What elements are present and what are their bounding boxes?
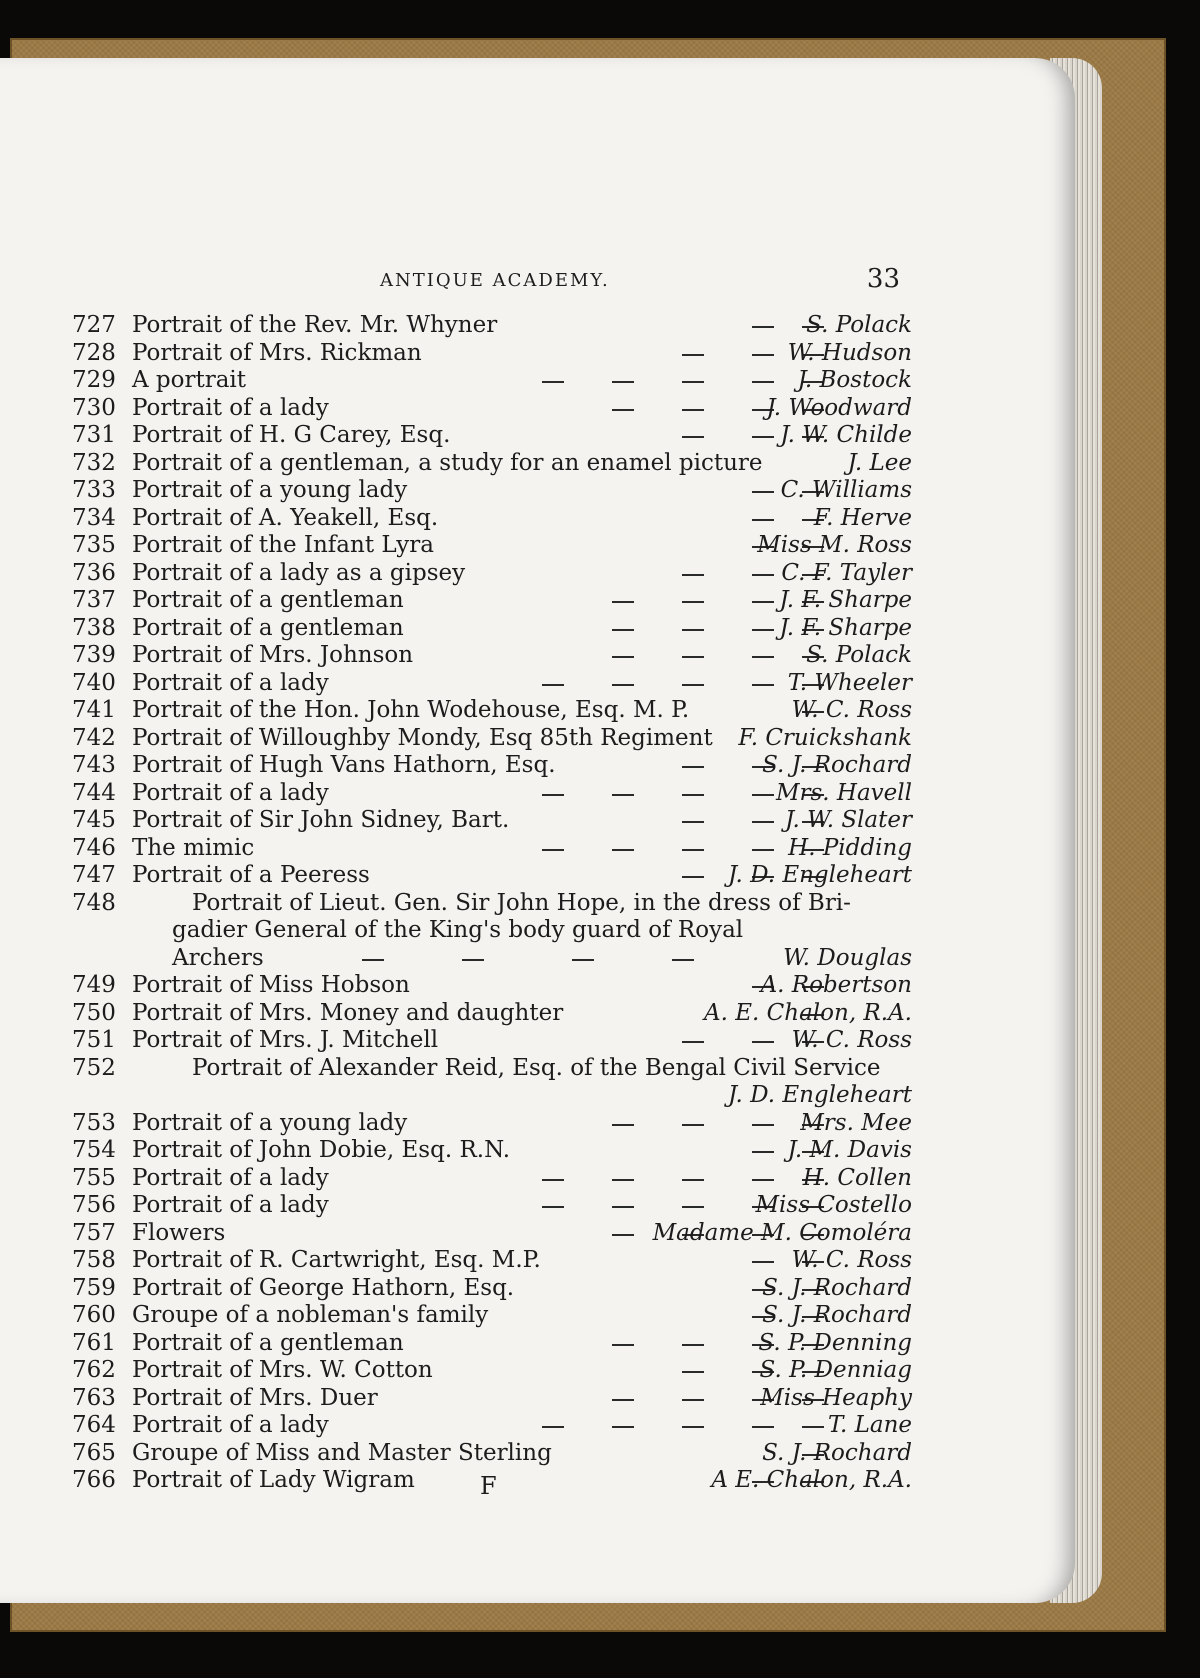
catalogue-list: [72, 312, 912, 1495]
catalogue-entry: [72, 972, 912, 1000]
entry-title: The mimic: [132, 834, 255, 861]
entry-artist: W. Douglas: [783, 944, 912, 971]
entry-number: 732: [72, 449, 116, 476]
dash-mark: [752, 574, 774, 576]
catalogue-entry: [72, 1027, 912, 1055]
dash-mark: [612, 629, 634, 631]
entry-title: Portrait of the Hon. John Wodehouse, Esq. M. P.: [132, 697, 690, 723]
dash-mark: [752, 684, 774, 686]
catalogue-entry: [72, 532, 912, 560]
dash-mark: [612, 1234, 634, 1236]
dash-mark: [752, 656, 774, 658]
entry-artist: J. W. Childe: [780, 422, 912, 448]
dash-mark: [542, 1426, 564, 1428]
dash-mark: [752, 1426, 774, 1428]
dash-mark: [612, 1124, 634, 1126]
catalogue-entry: [72, 670, 912, 698]
entry-number: 746: [72, 834, 116, 861]
entry-artist: S. Polack: [806, 642, 912, 668]
entry-title: Portrait of Mrs. W. Cotton: [132, 1357, 433, 1383]
dash-mark: [612, 794, 634, 796]
dash-mark: [682, 354, 704, 356]
entry-artist: J. Woodward: [766, 394, 912, 421]
entry-artist: C. Williams: [780, 477, 912, 503]
dash-mark: [542, 849, 564, 851]
entry-number: 731: [72, 422, 116, 448]
entry-artist: T. Wheeler: [787, 669, 912, 696]
entry-artist: S. J. Rochard: [762, 1274, 912, 1301]
entry-artist: S. J. Rochard: [762, 1439, 912, 1466]
entry-title: Portrait of a gentleman: [132, 1329, 404, 1356]
entry-title: Portrait of a lady as a gipsey: [132, 559, 466, 586]
catalogue-entry: [72, 395, 912, 423]
book-page: [0, 58, 1075, 1603]
dash-mark: [612, 381, 634, 383]
entry-artist: J. Lee: [847, 449, 912, 476]
dash-mark: [682, 766, 704, 768]
dash-mark: [682, 1179, 704, 1181]
entry-artist: F. Cruickshank: [738, 724, 912, 751]
entry-title: Portrait of a gentleman: [132, 587, 404, 613]
entry-title: Portrait of a Peeress: [132, 862, 370, 888]
running-title: ANTIQUE ACADEMY.: [380, 270, 610, 291]
entry-title: Portrait of Mrs. Rickman: [132, 339, 422, 366]
dash-mark: [682, 436, 704, 438]
entry-number: 742: [72, 724, 116, 751]
dash-mark: [752, 1179, 774, 1181]
dash-mark: [682, 1371, 704, 1373]
entry-number: 751: [72, 1027, 116, 1053]
entry-artist: A. E. Chalon, R.A.: [704, 999, 912, 1026]
catalogue-entry: [72, 642, 912, 670]
entry-number: 741: [72, 697, 116, 723]
entry-number: 733: [72, 477, 116, 503]
entry-number: 728: [72, 339, 116, 366]
dash-mark: [612, 684, 634, 686]
entry-number: 749: [72, 972, 116, 998]
dash-mark: [752, 1124, 774, 1126]
entry-title: Portrait of a young lady: [132, 477, 408, 503]
dash-mark: [752, 436, 774, 438]
entry-number: 734: [72, 504, 116, 531]
dash-mark: [612, 1206, 634, 1208]
entry-title: Portrait of a lady: [132, 1164, 329, 1191]
dash-mark: [682, 601, 704, 603]
dash-mark: [752, 491, 774, 493]
dash-mark: [752, 519, 774, 521]
entry-number: 759: [72, 1274, 116, 1301]
dash-mark: [682, 1426, 704, 1428]
dash-mark: [682, 1399, 704, 1401]
dash-mark: [682, 381, 704, 383]
dash-mark: [752, 849, 774, 851]
catalogue-entry: [72, 340, 912, 368]
entry-number: 756: [72, 1192, 116, 1218]
entry-number: 729: [72, 367, 116, 393]
catalogue-entry: [72, 1247, 912, 1275]
entry-title: Portrait of a gentleman, a study for an enamel picture: [132, 449, 763, 476]
entry-number: 744: [72, 779, 116, 806]
entry-number: 735: [72, 532, 116, 558]
entry-title: Portrait of A. Yeakell, Esq.: [132, 504, 439, 531]
catalogue-entry: [72, 862, 912, 890]
catalogue-entry: [72, 587, 912, 615]
dash-mark: [462, 959, 484, 961]
dash-mark: [612, 1399, 634, 1401]
entry-artist: Miss Costello: [755, 1192, 912, 1218]
entry-title-line: Archers: [172, 944, 264, 971]
dash-mark: [752, 381, 774, 383]
catalogue-entry: [72, 1440, 912, 1468]
entry-number: 765: [72, 1439, 116, 1466]
catalogue-entry: [72, 1137, 912, 1165]
entry-title: Groupe of Miss and Master Sterling: [132, 1439, 552, 1466]
entry-artist: A. Robertson: [760, 972, 912, 998]
entry-number: 748: [72, 889, 116, 916]
entry-artist: W. Hudson: [787, 339, 912, 366]
dash-mark: [682, 1041, 704, 1043]
entry-number: 766: [72, 1467, 116, 1493]
entry-number: 743: [72, 752, 116, 778]
catalogue-entry: [72, 1000, 912, 1028]
entry-artist: Mrs. Havell: [775, 779, 912, 806]
catalogue-entry: [72, 367, 912, 395]
dash-mark: [682, 1206, 704, 1208]
entry-number: 764: [72, 1412, 116, 1438]
dash-mark: [682, 876, 704, 878]
entry-title-line: Portrait of Lieut. Gen. Sir John Hope, in the dress of Bri-: [192, 889, 851, 916]
dash-mark: [682, 849, 704, 851]
entry-artist: W. C. Ross: [791, 1247, 912, 1273]
entry-title: Portrait of Hugh Vans Hathorn, Esq.: [132, 752, 556, 778]
signature-mark: F: [480, 1472, 497, 1500]
entry-artist: S. P. Denniag: [759, 1357, 912, 1383]
entry-title: Flowers: [132, 1219, 226, 1246]
entry-title: Portrait of a gentleman: [132, 614, 404, 641]
entry-artist: Miss Heaphy: [760, 1384, 912, 1411]
catalogue-entry: [72, 725, 912, 753]
entry-title: Portrait of John Dobie, Esq. R.N.: [132, 1137, 511, 1163]
entry-number: 758: [72, 1247, 116, 1273]
catalogue-entry: [72, 835, 912, 863]
entry-title: Portrait of Mrs. Johnson: [132, 642, 414, 668]
dash-mark: [612, 849, 634, 851]
entry-number: 739: [72, 642, 116, 668]
entry-title: Portrait of a young lady: [132, 1109, 408, 1136]
dash-mark: [612, 409, 634, 411]
entry-number: 760: [72, 1302, 116, 1328]
dash-mark: [752, 1041, 774, 1043]
entry-artist: T. Lane: [828, 1412, 912, 1438]
entry-artist: S. P. Denning: [758, 1329, 912, 1356]
catalogue-entry-multiline: [72, 890, 912, 973]
dash-mark: [612, 656, 634, 658]
entry-artist: J. F. Sharpe: [779, 587, 912, 613]
dash-mark: [752, 821, 774, 823]
entry-title: Portrait of Lady Wigram: [132, 1467, 415, 1493]
entry-title: A portrait: [132, 367, 247, 393]
catalogue-entry: [72, 615, 912, 643]
entry-artist: S. J. Rochard: [762, 1302, 912, 1328]
dash-mark: [542, 1179, 564, 1181]
dash-mark: [682, 1124, 704, 1126]
dash-mark: [672, 959, 694, 961]
running-head: [380, 264, 900, 300]
entry-number: 750: [72, 999, 116, 1026]
entry-number: 763: [72, 1384, 116, 1411]
entry-artist: Mrs. Mee: [800, 1109, 912, 1136]
entry-title: Portrait of the Infant Lyra: [132, 532, 434, 558]
dash-mark: [542, 794, 564, 796]
dash-mark: [612, 601, 634, 603]
catalogue-entry: [72, 312, 912, 340]
entry-number: 727: [72, 312, 116, 338]
catalogue-entry: [72, 422, 912, 450]
catalogue-entry: [72, 560, 912, 588]
entry-artist: C. F. Tayler: [781, 559, 912, 586]
dash-mark: [802, 1426, 824, 1428]
dash-mark: [612, 1344, 634, 1346]
dash-mark: [682, 629, 704, 631]
dash-mark: [682, 656, 704, 658]
entry-artist: J. M. Davis: [787, 1137, 912, 1163]
dash-mark: [612, 1426, 634, 1428]
entry-artist: J. F. Sharpe: [779, 614, 912, 641]
dash-mark: [542, 381, 564, 383]
entry-artist: A E. Chalon, R.A.: [711, 1467, 912, 1493]
dash-mark: [542, 684, 564, 686]
entry-artist: J. D. Engleheart: [728, 1082, 912, 1108]
catalogue-entry: [72, 1330, 912, 1358]
catalogue-entry: [72, 1357, 912, 1385]
entry-artist: F. Herve: [813, 504, 912, 531]
entry-artist: Miss M. Ross: [757, 532, 912, 558]
entry-title: Portrait of George Hathorn, Esq.: [132, 1274, 515, 1301]
catalogue-entry: [72, 1275, 912, 1303]
entry-number: 761: [72, 1329, 116, 1356]
entry-artist: H. Collen: [802, 1164, 912, 1191]
dash-mark: [682, 409, 704, 411]
entry-title: Portrait of the Rev. Mr. Whyner: [132, 312, 498, 338]
entry-title: Portrait of Mrs. Duer: [132, 1384, 378, 1411]
dash-mark: [612, 1179, 634, 1181]
entry-number: 762: [72, 1357, 116, 1383]
dash-mark: [542, 1206, 564, 1208]
entry-number: 740: [72, 669, 116, 696]
dash-mark: [752, 629, 774, 631]
entry-title: Portrait of a lady: [132, 669, 329, 696]
entry-title: Portrait of H. G Carey, Esq.: [132, 422, 451, 448]
entry-number: 738: [72, 614, 116, 641]
dash-mark: [682, 794, 704, 796]
catalogue-entry: [72, 697, 912, 725]
page-number: 33: [866, 264, 900, 294]
entry-title: Portrait of Mrs. Money and daughter: [132, 999, 564, 1026]
entry-number: 753: [72, 1109, 116, 1136]
entry-number: 757: [72, 1219, 116, 1246]
dash-mark: [752, 354, 774, 356]
entry-title: Portrait of a lady: [132, 1412, 329, 1438]
entry-title: Portrait of Sir John Sidney, Bart.: [132, 807, 510, 833]
catalogue-entry: [72, 450, 912, 478]
entry-artist: J. Bostock: [797, 367, 912, 393]
dash-mark: [572, 959, 594, 961]
entry-artist: J. W. Slater: [785, 807, 912, 833]
entry-title: Portrait of Mrs. J. Mitchell: [132, 1027, 439, 1053]
catalogue-entry: [72, 505, 912, 533]
entry-artist: Madame M. Comoléra: [652, 1219, 912, 1246]
dash-mark: [752, 326, 774, 328]
entry-artist: W. C. Ross: [791, 697, 912, 723]
catalogue-entry: [72, 1165, 912, 1193]
dash-mark: [752, 1151, 774, 1153]
catalogue-entry-multiline: [72, 1055, 912, 1110]
dash-mark: [752, 601, 774, 603]
entry-artist: W. C. Ross: [791, 1027, 912, 1053]
entry-artist: J. D. Engleheart: [728, 862, 912, 888]
catalogue-entry: [72, 1385, 912, 1413]
entry-number: 755: [72, 1164, 116, 1191]
dash-mark: [682, 1344, 704, 1346]
entry-artist: S. Polack: [806, 312, 912, 338]
entry-number: 737: [72, 587, 116, 613]
catalogue-entry: [72, 1220, 912, 1248]
entry-number: 730: [72, 394, 116, 421]
catalogue-entry: [72, 1302, 912, 1330]
entry-title: Portrait of a lady: [132, 394, 329, 421]
catalogue-entry: [72, 807, 912, 835]
entry-title: Portrait of a lady: [132, 1192, 329, 1218]
dash-mark: [682, 574, 704, 576]
entry-number: 752: [72, 1054, 116, 1081]
catalogue-entry: [72, 1192, 912, 1220]
catalogue-entry: [72, 1110, 912, 1138]
entry-title: Portrait of Miss Hobson: [132, 972, 410, 998]
catalogue-entry: [72, 1412, 912, 1440]
dash-mark: [682, 821, 704, 823]
dash-mark: [752, 1261, 774, 1263]
entry-number: 754: [72, 1137, 116, 1163]
entry-title-line: gadier General of the King's body guard of Royal: [172, 917, 744, 943]
entry-title-line: Portrait of Alexander Reid, Esq. of the Bengal Civil Service: [192, 1054, 881, 1081]
dash-mark: [362, 959, 384, 961]
catalogue-entry: [72, 477, 912, 505]
entry-number: 745: [72, 807, 116, 833]
dash-mark: [682, 684, 704, 686]
entry-title: Portrait of a lady: [132, 779, 329, 806]
dash-mark: [752, 794, 774, 796]
entry-title: Portrait of R. Cartwright, Esq. M.P.: [132, 1247, 541, 1273]
entry-number: 747: [72, 862, 116, 888]
entry-artist: H. Pidding: [788, 834, 912, 861]
entry-title: Groupe of a nobleman's family: [132, 1302, 489, 1328]
catalogue-entry: [72, 780, 912, 808]
entry-artist: S. J. Rochard: [762, 752, 912, 778]
catalogue-entry: [72, 752, 912, 780]
entry-title: Portrait of Willoughby Mondy, Esq 85th Regiment: [132, 724, 713, 751]
entry-number: 736: [72, 559, 116, 586]
